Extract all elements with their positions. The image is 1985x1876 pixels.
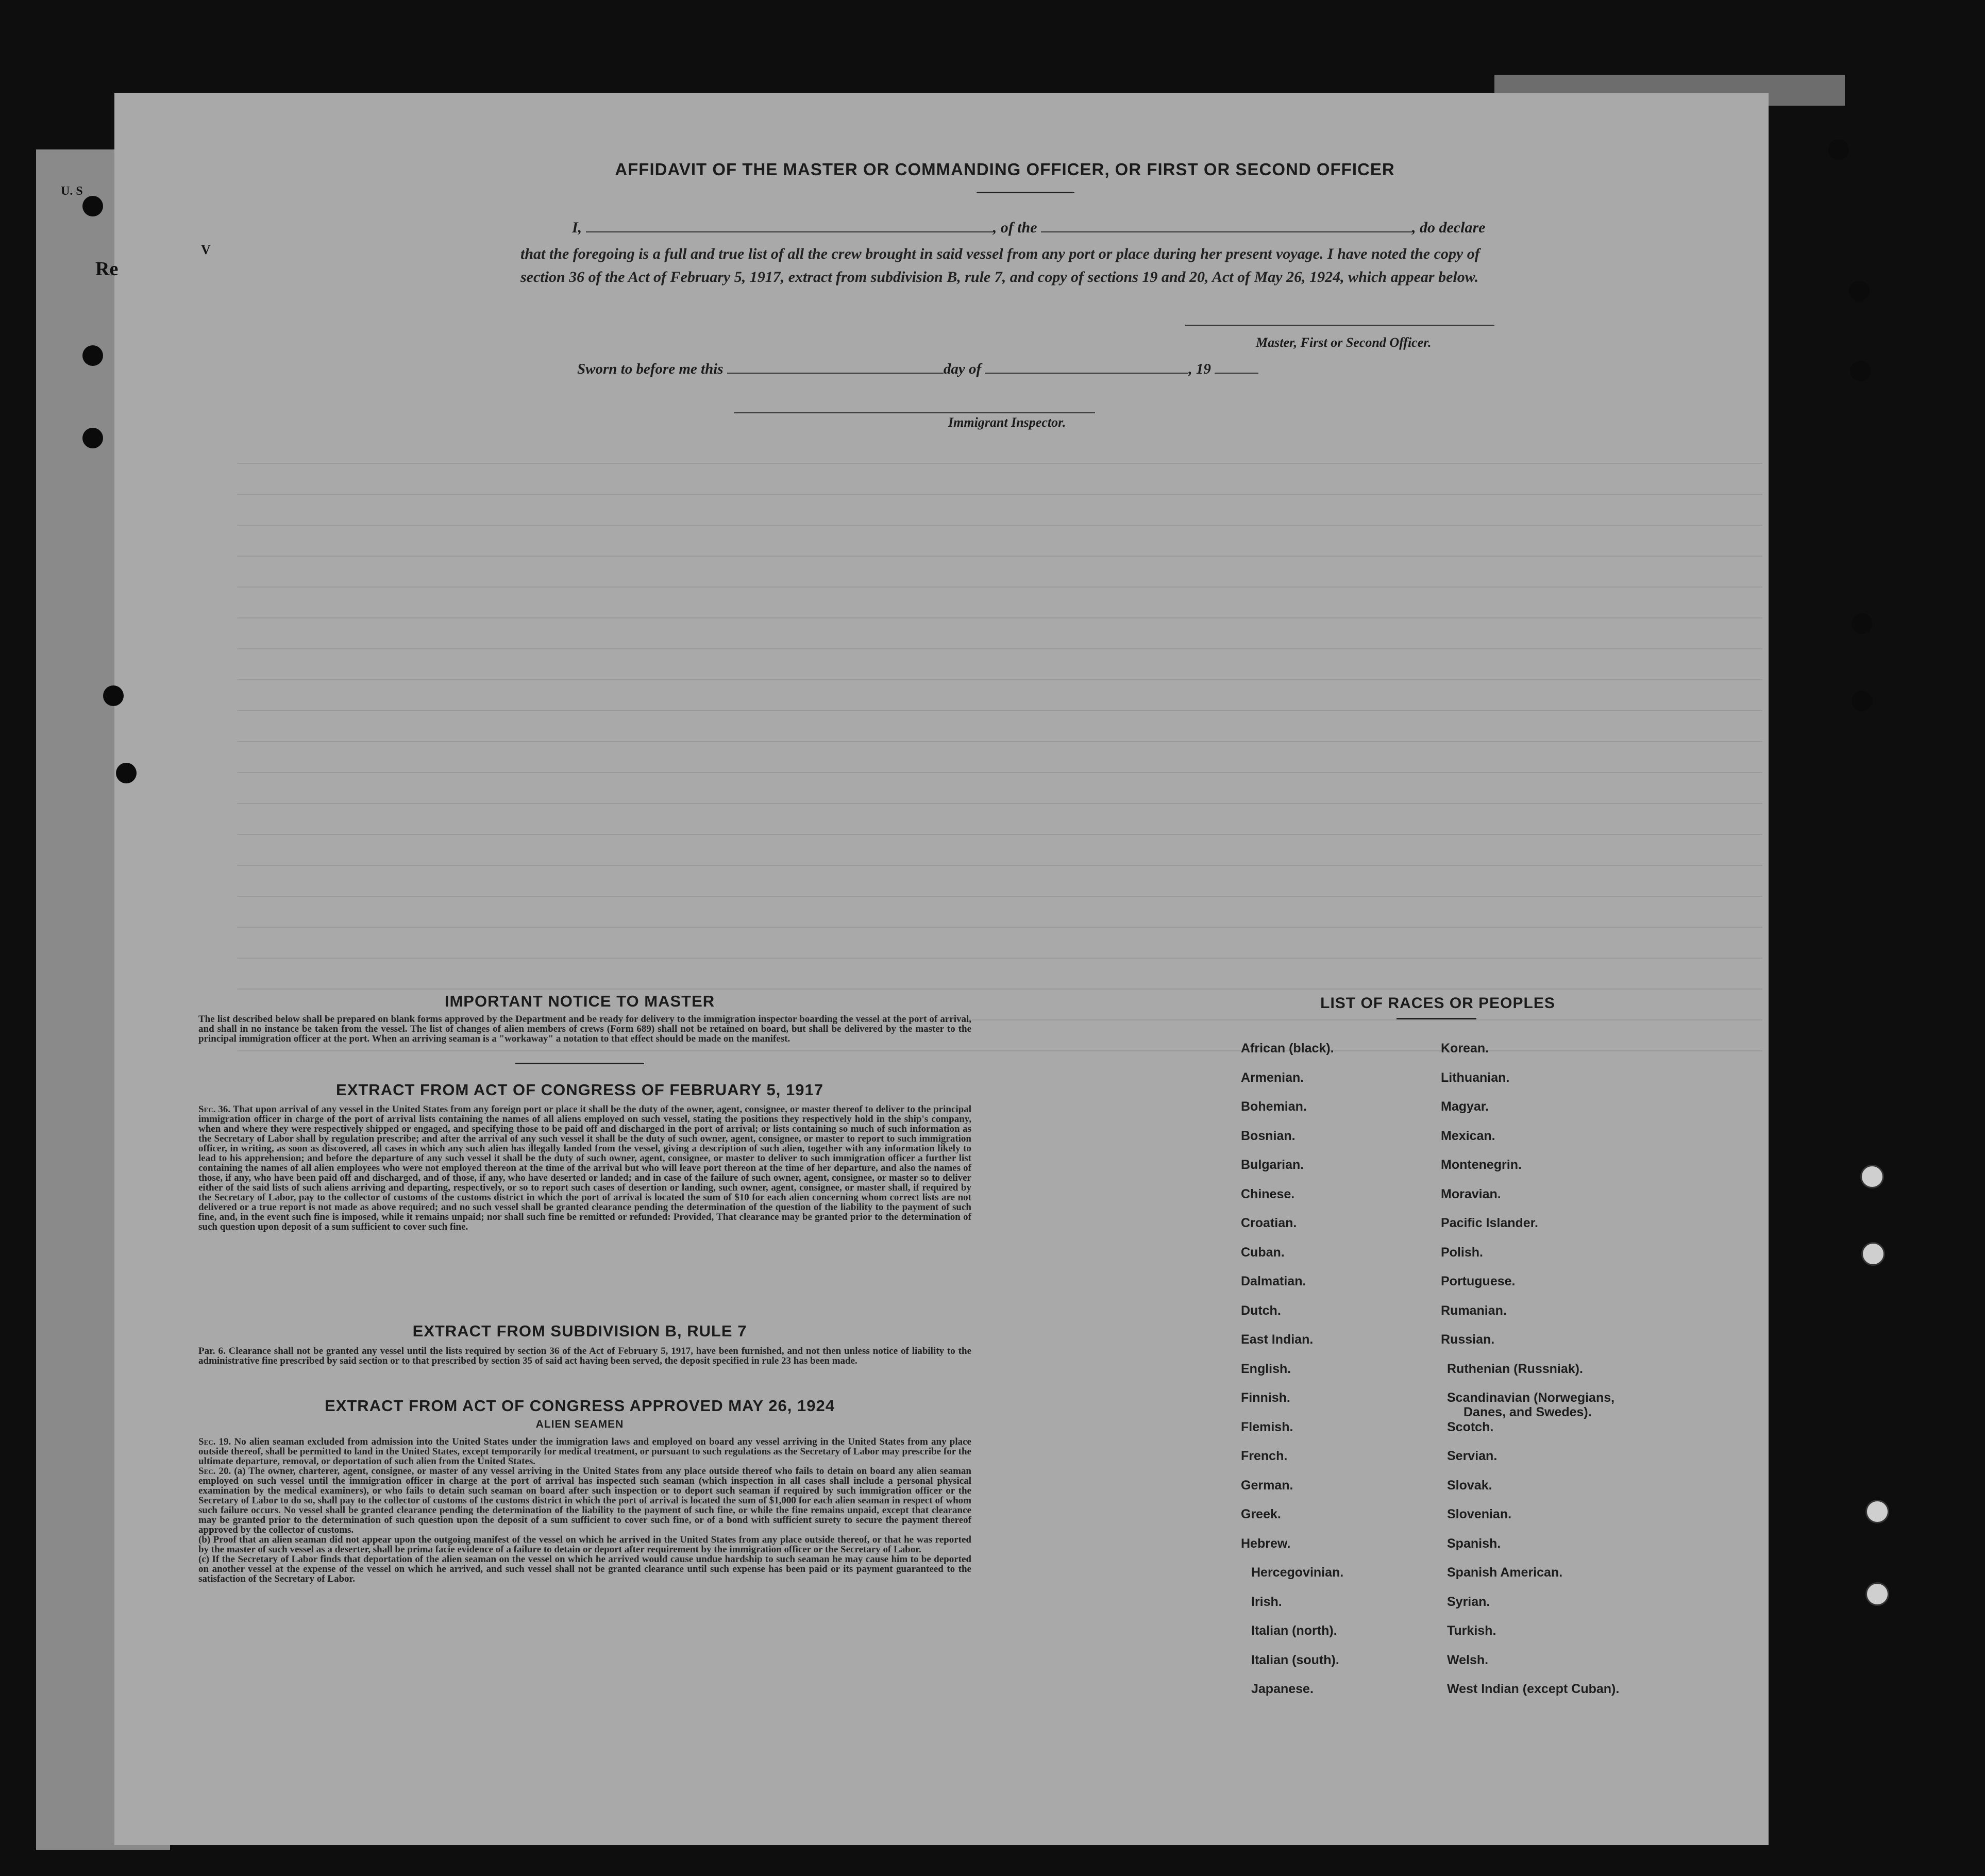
sworn-month-blank[interactable] [985, 361, 1188, 374]
race-item: Scotch. [1447, 1419, 1494, 1434]
race-item: Polish. [1441, 1245, 1483, 1260]
extract-rule7-section [198, 1346, 971, 1366]
section-19-text: No alien seaman excluded from admission into the United States under the immigration laws and employed on board any vessel arriving in the United States from any place outside thereof, shall be permitted to land in the United States, except temporarily for medical treatment, or pursuant to such regulations as the Secretary of Labor may prescribe for the ultimate departure, removal, or deportation of such alien from the United States. [198, 1436, 971, 1467]
par-6-label: Par. 6. [198, 1346, 226, 1356]
section-20-label: Sec. 20. [198, 1466, 231, 1477]
race-item: African (black). [1241, 1041, 1334, 1056]
race-item: Italian (south). [1251, 1652, 1339, 1667]
extract-1924-sections [198, 1437, 971, 1584]
race-item: West Indian (except Cuban). [1447, 1682, 1620, 1696]
punch-hole [82, 345, 103, 366]
race-item: Scandinavian (Norwegians, [1447, 1391, 1615, 1405]
section-19 [198, 1437, 971, 1466]
par-6-text: Clearance shall not be granted any vessel until the lists required by section 36 of the Act of February 5, 1917, have been furnished, and not then unless notice of liability to the administrative fine prescribed by said section or to that prescribed by section 35 of said act having been served, the deposit specified in rule 23 has been made. [198, 1346, 972, 1366]
race-item: German. [1241, 1478, 1293, 1493]
notice-body: The list described below shall be prepared on blank forms approved by the Department and be ready for delivery to the immigration inspector boarding the vessel at the port of arrival, and shall in no instance be taken from the vessel. The list of changes of alien members of crews (Form 689) shall not be retained on board, but shall be delivered by the master to the principal immigration officer at the port. When an arriving seaman is a "workaway" a notation to that effect should be made on the manifest. [198, 1014, 971, 1044]
races-title: LIST OF RACES OR PEOPLES [1320, 995, 1555, 1012]
inspector-signature-label: Immigrant Inspector. [948, 415, 1066, 430]
section-divider [515, 1063, 644, 1064]
extract-1917-section [198, 1104, 971, 1232]
name-blank[interactable] [586, 220, 993, 232]
race-item: Flemish. [1241, 1419, 1293, 1434]
margin-mark-re: Re [95, 258, 119, 280]
race-item: Finnish. [1241, 1391, 1290, 1405]
race-item: Servian. [1447, 1449, 1498, 1463]
race-item: Lithuanian. [1441, 1070, 1510, 1085]
affidavit-i: I, [572, 219, 582, 236]
race-item: Cuban. [1241, 1245, 1285, 1260]
punch-hole [1860, 1165, 1884, 1188]
punch-hole [1865, 1500, 1889, 1523]
affidavit-title: AFFIDAVIT OF THE MASTER OR COMMANDING OFFICER, OR FIRST OR SECOND OFFICER [615, 160, 1395, 179]
race-item: Spanish. [1447, 1536, 1501, 1551]
section-20b-text: (b) Proof that an alien seaman did not appear upon the outgoing manifest of the vessel on which he arrived in the United States from any place outside thereof, or that he was reported by the master of such vessel as a deserter, shall be prima facie evidence of a failure to detain or deport after requirement by the immigration officer or the Secretary of Labor. [198, 1534, 971, 1555]
race-item: Danes, and Swedes). [1463, 1405, 1592, 1419]
year-prefix: , 19 [1188, 361, 1211, 377]
title-divider [977, 192, 1074, 193]
race-item: Ruthenian (Russniak). [1447, 1361, 1583, 1376]
punch-hole [1850, 361, 1871, 381]
race-item: Dutch. [1241, 1303, 1281, 1318]
punch-hole [1828, 139, 1849, 160]
day-of-label: day of [943, 361, 982, 377]
extract-rule7-title: EXTRACT FROM SUBDIVISION B, RULE 7 [412, 1322, 747, 1340]
inspector-signature-line[interactable] [734, 412, 1095, 413]
alien-seamen-subtitle: ALIEN SEAMEN [535, 1418, 624, 1430]
race-item: Irish. [1251, 1594, 1282, 1609]
race-item: Moravian. [1441, 1186, 1501, 1201]
race-item: Bohemian. [1241, 1099, 1307, 1114]
races-divider [1397, 1018, 1476, 1019]
section-19-label: Sec. 19. [198, 1436, 231, 1447]
race-item: Montenegrin. [1441, 1158, 1522, 1172]
extract-1917-title: EXTRACT FROM ACT OF CONGRESS OF FEBRUARY 5, 1917 [336, 1081, 823, 1099]
margin-mark-v: V [201, 242, 211, 257]
section-20a-text: (a) The owner, charterer, agent, consignee, or master of any vessel arriving in the United States from any place outside thereof who fails to detain on board any alien seaman employed on such vessel until the immigration officer in charge at the port of arrival has inspected such seaman (which inspection in all cases shall include a personal physical examination by the medical examiners), or who fails to detain such seaman on board after such inspection or to deport such seaman if required by such immigration officer or the Secretary of Labor to do so, shall pay to the collector of customs of the customs district in which the port of arrival is located the sum of $1,000 for each alien seaman in respect of whom such failure occurs. No vessel shall be granted clearance pending the determination of the liability to the payment of such fine, or while the fine remains unpaid, except that clearance may be granted prior to the determination of such question upon the deposit of a sum sufficient to cover such fine, or of a bond with sufficient surety to secure the payment thereof approved by the collector of customs. [198, 1466, 971, 1535]
punch-hole [103, 685, 124, 706]
punch-hole [82, 196, 103, 216]
officer-signature-line[interactable] [1185, 325, 1494, 326]
race-item: Pacific Islander. [1441, 1216, 1538, 1230]
race-item: Greek. [1241, 1507, 1281, 1521]
year-blank[interactable] [1215, 361, 1258, 374]
notice-title: IMPORTANT NOTICE TO MASTER [444, 992, 715, 1010]
affidavit-body: that the foregoing is a full and true list of all the crew brought in said vessel from any port or place during her present voyage. I have noted the copy of section 36 of the Act of February 5, 1917, extract from subdivision B, rule 7, and copy of sections 19 and 20, Act of May 26, 1924, which appear below. [520, 245, 1480, 286]
affidavit-of-the: , of the [992, 219, 1037, 236]
punch-hole [1852, 691, 1872, 711]
race-item: Korean. [1441, 1041, 1489, 1056]
race-item: French. [1241, 1449, 1288, 1463]
race-item: Hebrew. [1241, 1536, 1291, 1551]
race-item: Rumanian. [1441, 1303, 1507, 1318]
section-20 [198, 1466, 971, 1535]
race-item: East Indian. [1241, 1332, 1314, 1347]
race-item: Armenian. [1241, 1070, 1304, 1085]
officer-signature-label: Master, First or Second Officer. [1256, 335, 1432, 350]
race-item: Slovenian. [1447, 1507, 1512, 1521]
race-item: Bosnian. [1241, 1128, 1296, 1143]
punch-hole [1865, 1582, 1889, 1606]
section-36-text: That upon arrival of any vessel in the United States from any foreign port or place it shall be the duty of the owner, agent, consignee, or master thereof to deliver to the principal immigration officer in charge of the port of arrival lists containing the names of all aliens employed on such vessel, stating the positions they respectively hold in the ship's company, when and where they were respectively shipped or engaged, and specifying those to be paid off and discharged in the port of arrival; or lists containing so much of such information as the Secretary of Labor shall by regulation prescribe; and after the arrival of any such vessel it shall be the duty of such owner, agent, consignee, or master to report to such immigration officer, in writing, as soon as discovered, all cases in which any such alien has illegally landed from the vessel, giving a description of such alien, together with any information likely to lead to his apprehension; and before the departure of any such vessel it shall be the duty of such owner, agent, consignee, or master to deliver to such immigration officer a further list containing the names of all alien employees who were not employed thereon at the time of the arrival but who will leave port thereon at the time of her departure, and also the names of those, if any, who have been paid off and discharged, and of those, if any, who have deserted or landed; and in case of the failure of such owner, agent, consignee, or master so to deliver either of the said lists of such aliens arriving and departing, respectively, or so to report such cases of desertion or landing, such owner, agent, consignee, or master shall, if required by the Secretary of Labor, pay to the collector of customs of the customs district in which the port of arrival is located the sum of $10 for each alien concerning whom correct lists are not delivered or a true report is not made as above required; and no such vessel shall be granted clearance pending the determination of the question of the liability to the payment of such fine, and, in the event such fine is imposed, while it remains unpaid; nor shall such fine be remitted or refunded: Provided, That clearance may be granted prior to the determination of such question upon deposit of a sum sufficient to cover such fine. [198, 1104, 971, 1232]
race-item: Magyar. [1441, 1099, 1489, 1114]
affidavit-do-declare: , do declare [1412, 219, 1486, 236]
race-item: Chinese. [1241, 1186, 1295, 1201]
race-item: Mexican. [1441, 1128, 1495, 1143]
race-item: Turkish. [1447, 1623, 1496, 1638]
race-item: Portuguese. [1441, 1274, 1516, 1288]
punch-hole [1849, 281, 1870, 301]
race-item: English. [1241, 1361, 1291, 1376]
race-item: Syrian. [1447, 1594, 1490, 1609]
punch-hole [1861, 1242, 1885, 1266]
race-item: Dalmatian. [1241, 1274, 1306, 1288]
race-item: Slovak. [1447, 1478, 1492, 1493]
race-item: Japanese. [1251, 1682, 1314, 1696]
margin-mark-us: U. S [61, 185, 83, 198]
race-item: Italian (north). [1251, 1623, 1337, 1638]
punch-hole [1852, 613, 1872, 634]
sworn-before-label: Sworn to before me this [577, 361, 724, 377]
race-item: Croatian. [1241, 1216, 1297, 1230]
punch-hole [82, 428, 103, 448]
affidavit-declaration-line [572, 219, 1525, 237]
race-item: Bulgarian. [1241, 1158, 1304, 1172]
sworn-line [577, 361, 1350, 378]
section-36-label: Sec. 36. [198, 1104, 231, 1115]
race-item: Hercegovinian. [1251, 1565, 1344, 1580]
section-20c-text: (c) If the Secretary of Labor finds that deportation of the alien seaman on the vessel on which he arrived would cause undue hardship to such seaman he may cause him to be deported on another vessel at the expense of the vessel on which he arrived, and such vessel shall not be granted clearance until such expense has been paid or its payment guaranteed to the satisfaction of the Secretary of Labor. [198, 1554, 971, 1584]
vessel-blank[interactable] [1041, 220, 1412, 232]
race-item: Russian. [1441, 1332, 1495, 1347]
race-item: Spanish American. [1447, 1565, 1563, 1580]
bleed-through-table [237, 433, 1762, 1051]
punch-hole [116, 763, 137, 783]
extract-1924-title: EXTRACT FROM ACT OF CONGRESS APPROVED MAY 26, 1924 [325, 1397, 835, 1415]
race-item: Welsh. [1447, 1652, 1489, 1667]
sworn-day-blank[interactable] [727, 361, 944, 374]
